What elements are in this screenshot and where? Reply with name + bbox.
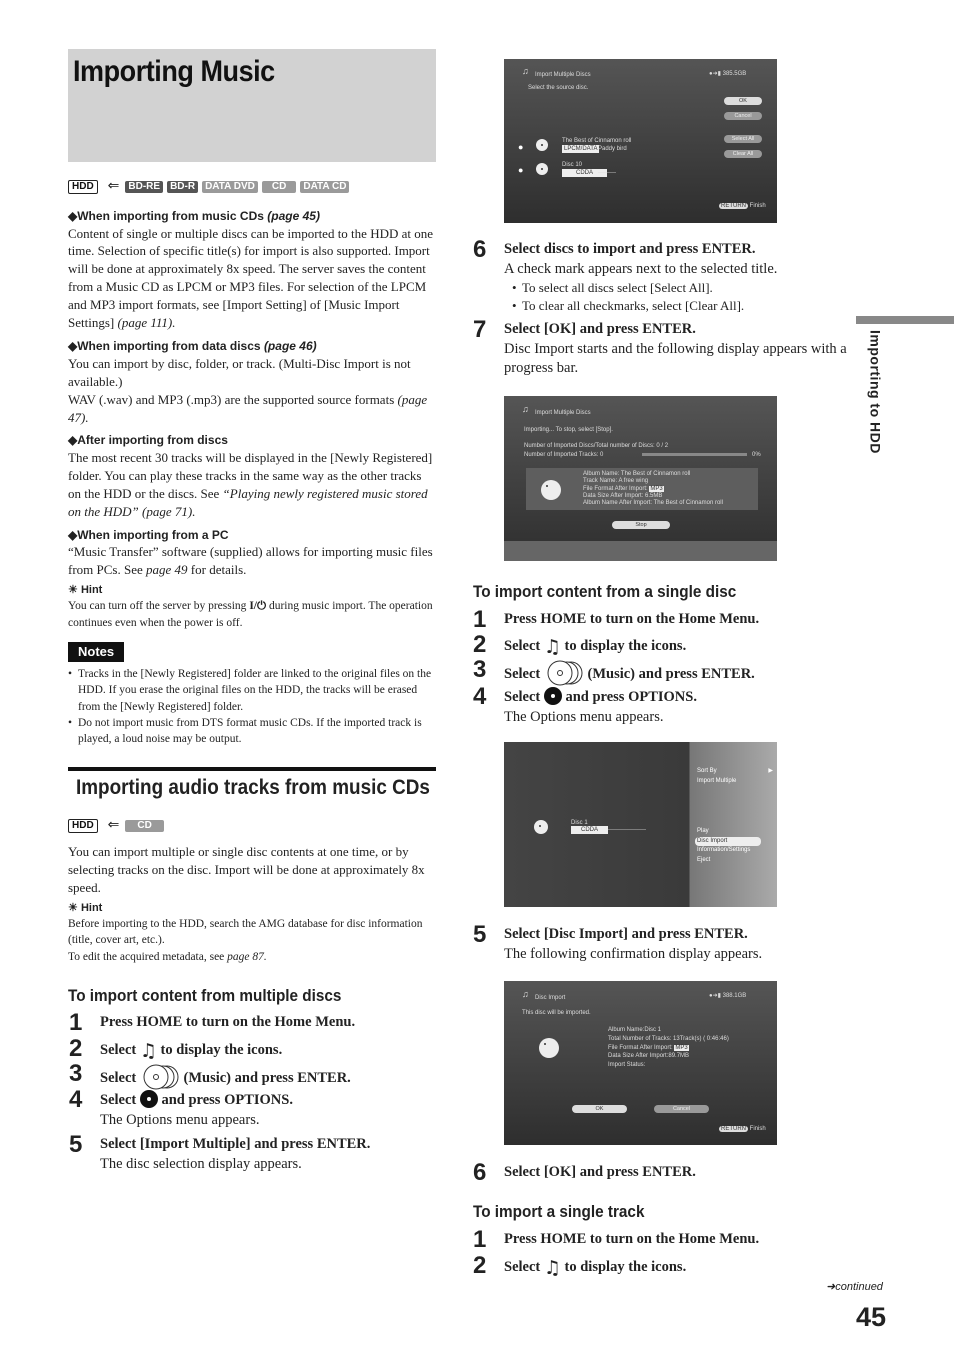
para-after-import: The most recent 30 tracks will be displayed in the [Newly Registered] folder. You can play these tracks in the same way as the other tracks on the HDD or the discs. See “Playing newly registered music stored on the HDD” (page 71). (68, 450, 433, 519)
options-menu-bottom (697, 827, 761, 865)
left-arrow-icon: ⇐ (107, 817, 120, 834)
side-tab-label: Importing to HDD (867, 330, 884, 454)
ok-button[interactable]: OK (572, 1105, 627, 1113)
return-finish: RETURN Finish (721, 203, 766, 209)
checkbox-dot[interactable]: ● (518, 165, 524, 175)
page-title: Importing Music (73, 55, 275, 88)
subhead-data-discs: ◆When importing from data discs (page 46) (68, 339, 317, 354)
stop-button[interactable]: Stop (612, 521, 670, 529)
hint-label: ☀ Hint (68, 901, 103, 914)
music-discs-icon (544, 660, 584, 686)
para-data-discs-2: WAV (.wav) and MP3 (.mp3) are the supported source formats (page 47). (68, 391, 428, 425)
para-data-discs-1: You can import by disc, folder, or track. (Multi-Disc Import is not available.) (68, 355, 411, 389)
subhead-music-cds: ◆When importing from music CDs (page 45) (68, 209, 320, 223)
checkbox-dot[interactable]: ● (518, 142, 524, 152)
screen-importing-progress: ♫ Import Multiple Discs Importing... To stop, select [Stop]. Number of Imported Discs/Total number of Discs: 0 / 2 Number of Imported Tracks: 0 0% Album Name: The Best of Cinnamon roll Track Name: A free wing File Format After Import: MP3 Data Size After Import: 6.5MB Album Name After Import: The Best of Cinnamon roll Stop (504, 396, 777, 561)
single-step-1: 1 Press HOME to turn on the Home Menu. (473, 606, 760, 633)
disc-info: Album Name:Disc 1 Total Number of Tracks: 13Track(s) ( 0:46:46) File Format After Import: MP3 Data Size After Import:89.7MB Import Status: (608, 1027, 729, 1069)
return-finish: RETURN Finish (721, 1126, 766, 1132)
multi-step-5: 5 Select [Import Multiple] and press ENTER. The disc selection display appears. (69, 1131, 371, 1172)
multi-step-1: 1 Press HOME to turn on the Home Menu. (69, 1009, 356, 1036)
notes-badge: Notes (68, 642, 124, 662)
right-arrow-icon: ➜ (826, 1281, 836, 1293)
step6-select-ok: 6 Select [OK] and press ENTER. (473, 1159, 696, 1186)
music-note-icon: ♫ (543, 636, 561, 658)
heading-single-disc: To import content from a single disc (473, 582, 737, 601)
hint-bulb-icon: ☀ (68, 901, 78, 914)
menu-item-sort-by[interactable]: Sort By ▶ (697, 768, 773, 774)
title-box (68, 49, 436, 162)
screen-options-menu: Disc 1 CDDA ------------------- Sort By ▶ Import Multiple Play Disc Import Information/Settings Eject (504, 742, 777, 907)
screen-disc-import-confirm: ♫ Disc Import ●➜▮ 388.1GB This disc will be imported. Album Name:Disc 1 Total Number of Tracks: 13Track(s) ( 0:46:46) File Format After Import: MP3 Data Size After Import:89.7MB Import Status: OK Cancel RETURN Finish (504, 981, 777, 1145)
para-music-cds: Content of single or multiple discs can be imported to the HDD at one time. Selection of specific title(s) for import is also supported. Import will be done at approximately 8x speed. The server saves the content from a Music CD as LPCM or MP3 files. For selection of the LPCM and MP3 import formats, see [Import Setting] of [Music Import Settings] (page 111). (68, 225, 434, 331)
album-info: Album Name: The Best of Cinnamon roll Track Name: A free wing File Format After Import: MP3 Data Size After Import: 6.5MB Album Name After Import: The Best of Cinnamon roll (583, 471, 723, 507)
badge-data-cd: DATA CD (300, 181, 349, 193)
multi-step-3: 3 Select (Music) and press ENTER. (100, 1064, 351, 1090)
badge-bd-re: BD-RE (125, 181, 163, 193)
para-from-pc: “Music Transfer” software (supplied) allows for importing music files from PCs. See page 49 for details. (68, 544, 433, 578)
disc-icon (534, 820, 548, 834)
section-intro: You can import multiple or single disc contents at one time, or by selecting tracks on the disc. Import will be done at approximately 8x speed. (68, 844, 425, 895)
menu-item-play[interactable]: Play (697, 828, 709, 834)
progress-bar (642, 453, 747, 456)
track-step-1: 1 Press HOME to turn on the Home Menu. (473, 1226, 760, 1253)
media-badges (68, 177, 353, 197)
menu-item-disc-import[interactable]: Disc Import (695, 837, 761, 847)
select-all-button[interactable]: Select All (724, 135, 762, 143)
note-item: • Do not import music from DTS format music CDs. If the imported track is played, a loud noise may be output. (68, 715, 436, 748)
subhead-after-import: ◆After importing from discs (68, 433, 228, 448)
badge-cd: CD (262, 181, 296, 193)
section-badges (68, 816, 168, 836)
disc-icon (544, 687, 562, 705)
music-note-icon: ♫ (522, 66, 529, 76)
section-body (68, 843, 436, 965)
badge-cd: CD (125, 820, 163, 832)
page-number: 45 (856, 1302, 887, 1332)
heading-single-track: To import a single track (473, 1202, 645, 1221)
options-menu-top (697, 766, 773, 786)
left-arrow-icon: ⇐ (107, 178, 120, 195)
notes-list (68, 666, 436, 748)
screen-import-multiple: ♫ Import Multiple Discs ●➜▮ 385.5GB Select the source disc. OK Cancel Select All Clear All ● The Best of Cinnamon roll LPCM/DATA Paddy bird ● Disc 10 CDDA --------- RETURN Finish (504, 59, 777, 223)
disc-icon (541, 480, 561, 500)
single-step-2: 2 Select ♫ to display the icons. (473, 631, 687, 658)
single-step-3: 3 Select (Music) and press ENTER. (504, 660, 755, 686)
disc-icon (536, 163, 548, 175)
hint-label: ☀ Hint (68, 584, 103, 597)
music-note-icon: ♫ (139, 1040, 157, 1062)
hint-text: You can turn off the server by pressing I/⏻ during music import. The operation continues even when the power is off. (68, 600, 433, 629)
disc-icon (140, 1090, 158, 1108)
ok-button[interactable]: OK (724, 97, 762, 105)
badge-data-dvd: DATA DVD (202, 181, 258, 193)
section-heading: Importing audio tracks from music CDs (76, 776, 430, 799)
badge-hdd: HDD (68, 180, 98, 194)
hint-text-3: To edit the acquired metadata, see page 87. (68, 950, 267, 963)
menu-item-eject[interactable]: Eject (697, 856, 711, 863)
hint-text-2: Before importing to the HDD, search the AMG database for disc information (title, cover art, etc.). (68, 917, 423, 947)
section-rule (68, 767, 436, 771)
menu-item-info-settings[interactable]: Information/Settings (697, 847, 751, 853)
music-note-icon: ♫ (522, 404, 529, 414)
music-discs-icon (140, 1064, 180, 1090)
badge-bd-r: BD-R (167, 181, 198, 193)
side-tab-bar (856, 316, 954, 324)
cancel-button[interactable]: Cancel (654, 1105, 709, 1113)
disc-icon (536, 139, 548, 151)
music-note-icon: ♫ (522, 989, 529, 999)
subhead-from-pc: ◆When importing from a PC (68, 527, 229, 542)
step5-disc-import: 5 Select [Disc Import] and press ENTER. The following confirmation display appears. (473, 921, 763, 962)
badge-hdd: HDD (68, 819, 98, 833)
step6-select-discs: 6 Select discs to import and press ENTER. A check mark appears next to the selected title. • To select all discs select [Select All]. • To clear all checkmarks, select [Clear All]. (504, 240, 854, 314)
multi-step-4: 4 Select and press OPTIONS. The Options menu appears. (69, 1086, 293, 1128)
hdd-capacity: ●➜▮ 388.1GB (709, 993, 747, 999)
multi-step-2: 2 Select ♫ to display the icons. (69, 1035, 283, 1062)
clear-all-button[interactable]: Clear All (724, 150, 762, 158)
track-step-2: 2 Select ♫ to display the icons. (473, 1252, 687, 1279)
continued-note: ➜continued (826, 1281, 883, 1293)
music-note-icon: ♫ (543, 1257, 561, 1279)
hdd-capacity: ●➜▮ 385.5GB (709, 71, 747, 77)
heading-multiple-discs: To import content from multiple discs (68, 986, 342, 1005)
single-step-4: 4 Select and press OPTIONS. The Options menu appears. (473, 683, 697, 725)
note-item: • Tracks in the [Newly Registered] folder are linked to the original files on the HDD. If you erase the original files on the HDD, the tracks will be erased from the [Newly Registered] folder. (68, 666, 436, 715)
step7-select-ok: 7 Select [OK] and press ENTER. Disc Import starts and the following display appears with a progress bar. (473, 316, 847, 377)
hint-bulb-icon: ☀ (68, 584, 78, 597)
left-column (68, 204, 436, 631)
disc-icon (539, 1038, 559, 1058)
menu-item-import-multiple[interactable]: Import Multiple (697, 778, 737, 784)
cancel-button[interactable]: Cancel (724, 112, 762, 120)
